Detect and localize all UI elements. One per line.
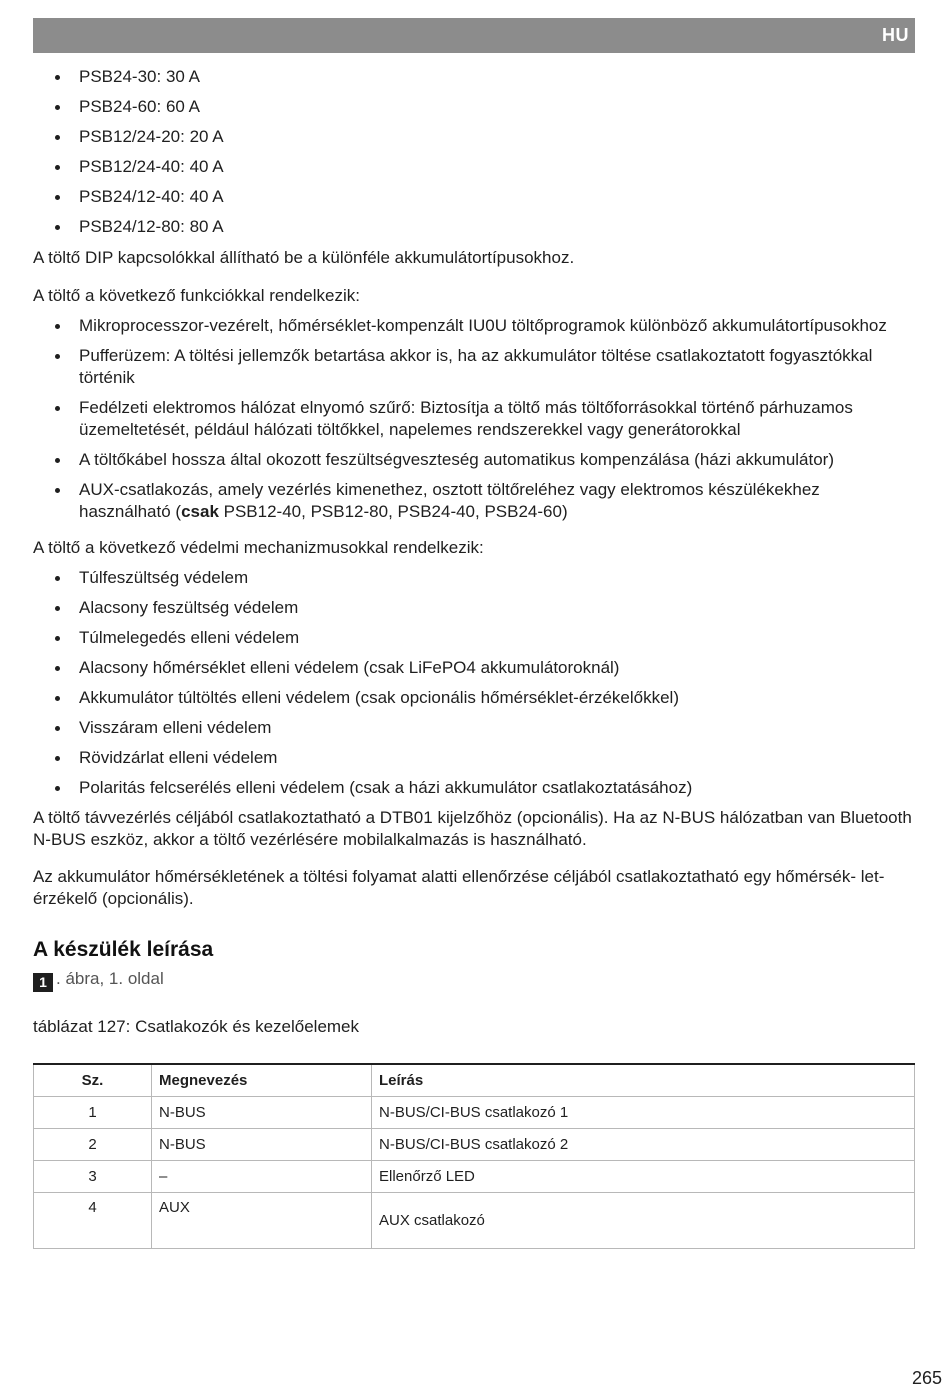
list-item: AUX-csatlakozás, amely vezérlés kimenethez, osztott töltőreléhez vagy elektromos készülékekhez használható (csak PSB12-40, PSB12-80, PSB24-40, PSB24-60) <box>33 479 913 523</box>
bullet-icon <box>55 406 60 411</box>
bullet-icon <box>55 324 60 329</box>
bullet-icon <box>55 458 60 463</box>
table-cell: 2 <box>34 1129 152 1161</box>
page-content <box>33 66 913 1249</box>
functions-list <box>33 315 913 523</box>
list-item: Fedélzeti elektromos hálózat elnyomó szűrő: Biztosítja a töltő más töltőforrásokkal történő párhuzamos üzemeltetését, például hálózati töltőkkel, napelemes rendszerekkel vagy generátorokkal <box>33 397 913 441</box>
protections-intro: A töltő a következő védelmi mechanizmusokkal rendelkezik: <box>33 538 484 557</box>
bullet-icon <box>55 636 60 641</box>
remote-control-paragraph: A töltő távvezérlés céljából csatlakoztatható a DTB01 kijelzőhöz (opcionális). Ha az N-BUS hálózatban van Bluetooth N-BUS eszköz, akkor a töltő vezérlésére mobilalkalmazás is használható. <box>33 808 912 849</box>
language-label: HU <box>882 25 909 45</box>
temperature-sensor-paragraph: Az akkumulátor hőmérsékletének a töltési folyamat alatti ellenőrzése céljából csatlakoztatható egy hőmérsék- let-érzékelő (opcionális). <box>33 867 885 908</box>
table-row <box>34 1097 915 1129</box>
bullet-icon <box>55 135 60 140</box>
list-item: Alacsony hőmérséklet elleni védelem (csak LiFePO4 akkumulátoroknál) <box>33 657 913 679</box>
list-item: Túlfeszültség védelem <box>33 567 913 589</box>
functions-intro: A töltő a következő funkciókkal rendelkezik: <box>33 286 360 305</box>
figure-reference <box>33 968 913 992</box>
table-row <box>34 1129 915 1161</box>
table-cell: 1 <box>34 1097 152 1129</box>
emphasis-text: csak <box>181 502 219 521</box>
list-item: Alacsony feszültség védelem <box>33 597 913 619</box>
table-cell: N-BUS <box>152 1097 372 1129</box>
bullet-icon <box>55 105 60 110</box>
section-heading: A készülék leírása <box>33 938 214 961</box>
dip-switch-paragraph: A töltő DIP kapcsolókkal állítható be a különféle akkumulátortípusokhoz. <box>33 248 575 267</box>
list-item: A töltőkábel hossza által okozott feszültségveszteség automatikus kompenzálása (házi akkumulátor) <box>33 449 913 471</box>
list-item: PSB24-60: 60 A <box>33 96 913 118</box>
bullet-icon <box>55 354 60 359</box>
table-cell: 3 <box>34 1161 152 1193</box>
bullet-icon <box>55 225 60 230</box>
column-header-description: Leírás <box>372 1064 915 1097</box>
list-item: Polaritás felcserélés elleni védelem (csak a házi akkumulátor csatlakoztatásához) <box>33 777 913 799</box>
table-cell: AUX <box>152 1193 372 1249</box>
list-item: Rövidzárlat elleni védelem <box>33 747 913 769</box>
list-item: Visszáram elleni védelem <box>33 717 913 739</box>
bullet-icon <box>55 195 60 200</box>
bullet-icon <box>55 165 60 170</box>
column-header-name: Megnevezés <box>152 1064 372 1097</box>
page-number: 265 <box>911 1368 942 1388</box>
connectors-table <box>33 1063 915 1249</box>
list-item: Túlmelegedés elleni védelem <box>33 627 913 649</box>
list-item: PSB24-30: 30 A <box>33 66 913 88</box>
bullet-icon <box>55 756 60 761</box>
table-cell: 4 <box>34 1193 152 1249</box>
list-item: PSB24/12-80: 80 A <box>33 216 913 238</box>
header-bar <box>33 18 915 53</box>
bullet-icon <box>55 786 60 791</box>
table-cell: – <box>152 1161 372 1193</box>
figure-reference-text: . ábra, 1. oldal <box>56 969 164 988</box>
table-cell: Ellenőrző LED <box>372 1161 915 1193</box>
list-item: PSB12/24-40: 40 A <box>33 156 913 178</box>
table-cell: N-BUS <box>152 1129 372 1161</box>
bullet-icon <box>55 666 60 671</box>
list-item: Akkumulátor túltöltés elleni védelem (csak opcionális hőmérséklet-érzékelőkkel) <box>33 687 913 709</box>
column-header-number: Sz. <box>34 1064 152 1097</box>
table-cell: N-BUS/CI-BUS csatlakozó 1 <box>372 1097 915 1129</box>
protections-list <box>33 567 913 799</box>
table-caption: táblázat 127: Csatlakozók és kezelőelemek <box>33 1017 360 1036</box>
bullet-icon <box>55 75 60 80</box>
bullet-icon <box>55 488 60 493</box>
table-cell: N-BUS/CI-BUS csatlakozó 2 <box>372 1129 915 1161</box>
bullet-icon <box>55 696 60 701</box>
list-item: Pufferüzem: A töltési jellemzők betartása akkor is, ha az akkumulátor töltése csatlakoztatott fogyasztókkal történik <box>33 345 913 389</box>
table-cell: AUX csatlakozó <box>372 1193 915 1249</box>
table-header-row <box>34 1064 915 1097</box>
bullet-icon <box>55 606 60 611</box>
list-item: Mikroprocesszor-vezérelt, hőmérséklet-kompenzált IU0U töltőprogramok különböző akkumulátortípusokhoz <box>33 315 913 337</box>
bullet-icon <box>55 576 60 581</box>
table-row <box>34 1161 915 1193</box>
list-item: PSB12/24-20: 20 A <box>33 126 913 148</box>
table-row <box>34 1193 915 1249</box>
bullet-icon <box>55 726 60 731</box>
list-item: PSB24/12-40: 40 A <box>33 186 913 208</box>
model-list <box>33 66 913 238</box>
figure-number-badge: 1 <box>33 973 53 992</box>
